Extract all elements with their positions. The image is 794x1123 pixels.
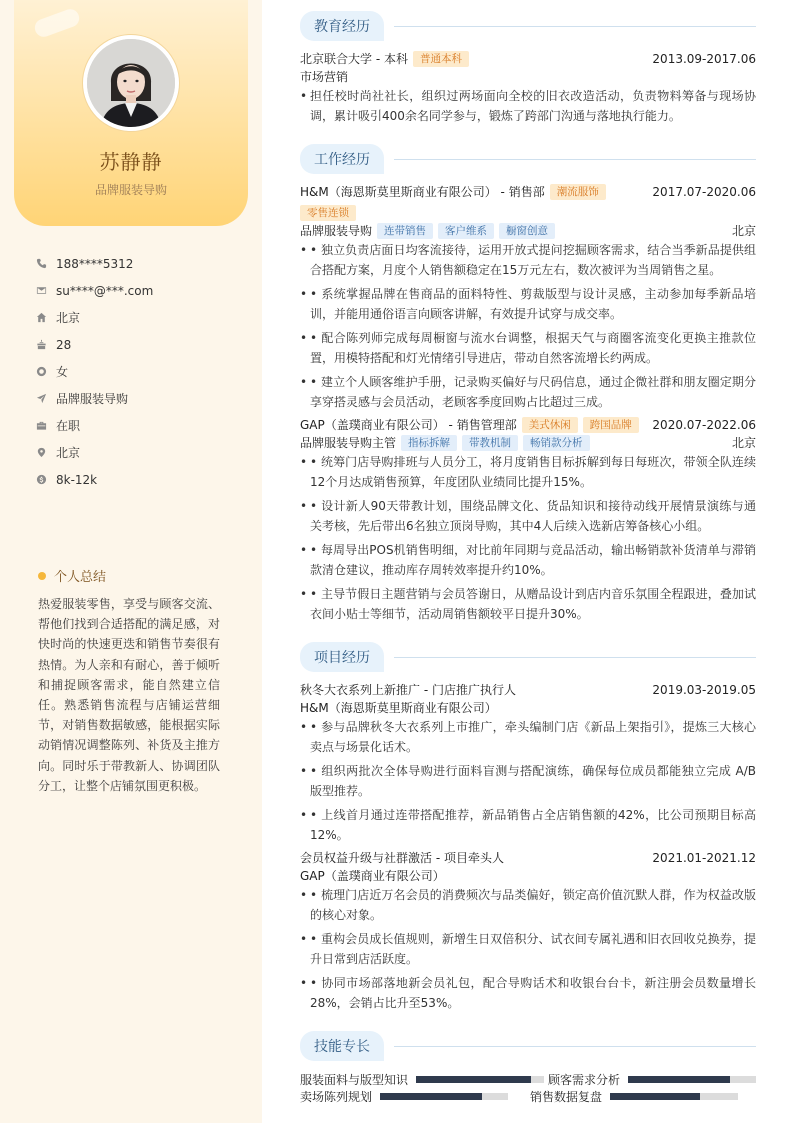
section-title: 技能专长 [300, 1031, 384, 1061]
project-org-row [300, 867, 756, 884]
section-divider [394, 159, 756, 160]
school-name: 北京联合大学 - 本科 [300, 52, 408, 66]
summary-text: 热爱服装零售，享受与顾客交流、帮他们找到合适搭配的满足感，对快时尚的快速更迭和销售节奏很有热情。为人亲和有耐心，善于倾听和捕捉顾客需求，能自然建立信任。熟悉销售流程与店铺运营细节，对销售数据敏感，能根据实际动销情况调整陈列、补货及主推方向。同时乐于带教新人、协调团队分工，让整个店铺氛围更积极。 [38, 597, 220, 793]
info-text: 北京 [56, 446, 81, 460]
project-bullet: • • 参与品牌秋冬大衣系列上市推广，牵头编制门店《新品上架指引》，提炼三大核心卖点与场景化话术。 [300, 717, 756, 757]
mail-icon [36, 284, 56, 298]
avatar-frame [83, 35, 179, 131]
skill-bar-fill [610, 1093, 700, 1100]
section-education-header [300, 11, 756, 41]
skill-bar-fill [416, 1076, 531, 1083]
section-skills-header [300, 1031, 756, 1061]
skill-tag: 带教机制 [462, 435, 518, 451]
bullet-text: • 建立个人顾客维护手册，记录购买偏好与尺码信息，通过企微社群和朋友圈定期分享穿搭灵感与会员活动，老顾客季度回购占比超过三成。 [310, 375, 756, 409]
section-divider [394, 1046, 756, 1047]
education-period: 2013.09-2017.06 [652, 51, 756, 66]
briefcase-icon [36, 419, 56, 433]
skill-name: 顾客需求分析 [548, 1072, 621, 1087]
bullet-text: • 梳理门店近万名会员的消费频次与品类偏好，锁定高价值沉默人群，作为权益改版的核心对象。 [310, 888, 756, 922]
project-name: 会员权益升级与社群激活 - 项目牵头人 [300, 851, 504, 865]
bullet-text: • 参与品牌秋冬大衣系列上市推广，牵头编制门店《新品上架指引》，提炼三大核心卖点与场景化话术。 [310, 720, 756, 754]
project-bullet: • • 梳理门店近万名会员的消费频次与品类偏好，锁定高价值沉默人群，作为权益改版的核心对象。 [300, 885, 756, 925]
sidebar [0, 0, 262, 1123]
project-header [300, 681, 756, 698]
phone-icon [36, 257, 56, 271]
bullet-text: • 上线首月通过连带搭配推荐，新品销售占全店销售额的42%，比公司预期目标高12%。 [310, 808, 756, 842]
job-header [300, 416, 756, 433]
info-text: 188****5312 [56, 256, 134, 271]
section-work-header [300, 144, 756, 174]
avatar [87, 39, 175, 127]
skill-tag: 连带销售 [377, 223, 433, 239]
job-bullet: • • 每周导出POS机销售明细，对比前年同期与竞品活动，输出畅销款补货清单与滞销款清仓建议，推动库存周转效率提升约10%。 [300, 540, 756, 580]
info-text: 北京 [56, 311, 81, 325]
money-icon [36, 473, 56, 487]
education-major-row [300, 68, 756, 85]
section-divider [394, 657, 756, 658]
section-divider [394, 26, 756, 27]
job-bullet: • • 设计新人90天带教计划，围绕品牌文化、货品知识和接待动线开展情景演练与通关考核，先后带出6名独立顶岗导购，其中4人后续入选新店筹备核心小组。 [300, 496, 756, 536]
job-city: 北京 [731, 436, 756, 450]
job-bullet: • • 独立负责店面日均客流接待，运用开放式提问挖掘顾客需求，结合当季新品提供组合搭配方案，月度个人销售额稳定在15万元左右，数次被评为当周销售之星。 [300, 240, 756, 280]
bullet-text: • 协同市场部落地新会员礼包，配合导购话术和收银台台卡，新注册会员数量增长28%，会销占比升至53%。 [310, 976, 756, 1010]
job-bullet: • • 主导节假日主题营销与会员答谢日，从赠品设计到店内音乐氛围全程跟进，叠加试衣间小贴士等细节，活动周销售额较平日提升30%。 [300, 584, 756, 624]
summary-heading [38, 566, 106, 585]
job-city: 北京 [731, 224, 756, 238]
job-bullet: • • 统筹门店导购排班与人员分工，将月度销售目标拆解到每日每班次，带领全队连续12个月达成销售预算，年度团队业绩同比提升15%。 [300, 452, 756, 492]
info-email [36, 277, 153, 304]
info-text: 品牌服装导购 [56, 392, 129, 406]
info-text: su****@***.com [56, 283, 154, 298]
skill-bar [416, 1076, 544, 1083]
bullet-text: • 统筹门店导购排班与人员分工，将月度销售目标拆解到每日每班次，带领全队连续12个月达成销售预算，年度团队业绩同比提升15%。 [310, 455, 756, 489]
info-text: 28 [56, 337, 72, 352]
job-bullet: • • 系统掌握品牌在售商品的面料特性、剪裁版型与设计灵感，主动参加每季新品培训，并能用通俗语言向顾客讲解，有效提升试穿与成交率。 [300, 284, 756, 324]
skill-bar [628, 1076, 756, 1083]
location-icon [36, 446, 56, 460]
skill-tag: 指标拆解 [401, 435, 457, 451]
info-age [36, 331, 153, 358]
info-position [36, 385, 153, 412]
skill-bar [380, 1093, 508, 1100]
project-period: 2021.01-2021.12 [652, 850, 756, 865]
bullet-text: • 独立负责店面日均客流接待，运用开放式提问挖掘顾客需求，结合当季新品提供组合搭配方案，月度个人销售额稳定在15万元左右，数次被评为当周销售之星。 [310, 243, 756, 277]
major: 市场营销 [300, 70, 349, 84]
industry-tag: 美式休闲 [522, 417, 578, 433]
project-org: GAP（盖璞商业有限公司） [300, 869, 445, 883]
job-tag-row [300, 205, 756, 221]
info-home [36, 304, 153, 331]
skill-name: 销售数据复盘 [530, 1089, 603, 1104]
info-text: 女 [56, 365, 69, 379]
candidate-title: 品牌服装导购 [94, 183, 167, 197]
project-bullet: • • 上线首月通过连带搭配推荐，新品销售占全店销售额的42%，比公司预期目标高12%。 [300, 805, 756, 845]
candidate-name: 苏静静 [99, 150, 163, 174]
project-org-row [300, 699, 756, 716]
bullet-text: • 每周导出POS机销售明细，对比前年同期与竞品活动，输出畅销款补货清单与滞销款清仓建议，推动库存周转效率提升约10%。 [310, 543, 756, 577]
project-bullet: • • 重构会员成长值规则，新增生日双倍积分、试衣间专属礼遇和旧衣回收兑换券，提升日常到店活跃度。 [300, 929, 756, 969]
gender-icon [36, 365, 56, 379]
skill-bar [610, 1093, 738, 1100]
job-role-row [300, 222, 756, 239]
project-period: 2019.03-2019.05 [652, 682, 756, 697]
skill-name: 卖场陈列规划 [300, 1089, 373, 1104]
bullet-text: • 设计新人90天带教计划，围绕品牌文化、货品知识和接待动线开展情景演练与通关考核，先后带出6名独立顶岗导购，其中4人后续入选新店筹备核心小组。 [310, 499, 756, 533]
summary-dot-icon [38, 572, 46, 580]
skill-row [300, 1088, 756, 1104]
project-bullet: • • 协同市场部落地新会员礼包，配合导购话术和收银台台卡，新注册会员数量增长28%，会销占比升至53%。 [300, 973, 756, 1013]
info-gender [36, 358, 153, 385]
job-period: 2020.07-2022.06 [652, 417, 756, 432]
cake-icon [36, 338, 56, 352]
job-header [300, 183, 756, 200]
industry-tag: 零售连锁 [300, 205, 356, 221]
info-text: 8k-12k [56, 472, 98, 487]
info-phone [36, 250, 153, 277]
bullet-text: 担任校时尚社社长，组织过两场面向全校的旧衣改造活动，负责物料筹备与现场协调，累计吸引400余名同学参与，锻炼了跨部门沟通与落地执行能力。 [310, 89, 756, 123]
info-status [36, 412, 153, 439]
summary-heading-text: 个人总结 [54, 570, 107, 585]
send-icon [36, 392, 56, 406]
job-role: 品牌服装导购 [300, 224, 373, 238]
job-period: 2017.07-2020.06 [652, 184, 756, 199]
education-entry [300, 50, 756, 67]
job-bullet: • • 建立个人顾客维护手册，记录购买偏好与尺码信息，通过企微社群和朋友圈定期分享穿搭灵感与会员活动，老顾客季度回购占比超过三成。 [300, 372, 756, 412]
section-title: 工作经历 [300, 144, 384, 174]
skill-tag: 橱窗创意 [499, 223, 555, 239]
job-role: 品牌服装导购主管 [300, 436, 397, 450]
section-projects-header [300, 642, 756, 672]
company-name: H&M（海恩斯莫里斯商业有限公司） - 销售部 [300, 185, 545, 199]
section-title: 项目经历 [300, 642, 384, 672]
skill-bar-fill [628, 1076, 730, 1083]
industry-tag: 跨国品牌 [583, 417, 639, 433]
bullet-text: • 组织两批次全体导购进行面料盲测与搭配演练，确保每位成员都能独立完成 A/B 版型推荐。 [310, 764, 756, 798]
degree-tag: 普通本科 [413, 51, 469, 67]
education-bullet: • 担任校时尚社社长，组织过两场面向全校的旧衣改造活动，负责物料筹备与现场协调，累计吸引400余名同学参与，锻炼了跨部门沟通与落地执行能力。 [300, 86, 756, 126]
industry-tag: 潮流服饰 [550, 184, 606, 200]
info-text: 在职 [56, 419, 81, 433]
bullet-text: • 配合陈列师完成每周橱窗与流水台调整，根据天气与商圈客流变化更换主推款位置，用模特搭配和灯光情绪引导进店，带动自然客流增长约两成。 [310, 331, 756, 365]
skill-row [300, 1071, 756, 1087]
avatar-portrait [87, 39, 175, 127]
job-bullet: • • 配合陈列师完成每周橱窗与流水台调整，根据天气与商圈客流变化更换主推款位置，用模特搭配和灯光情绪引导进店，带动自然客流增长约两成。 [300, 328, 756, 368]
skill-tag: 畅销款分析 [523, 435, 590, 451]
bullet-text: • 主导节假日主题营销与会员答谢日，从赠品设计到店内音乐氛围全程跟进，叠加试衣间小贴士等细节，活动周销售额较平日提升30%。 [310, 587, 756, 621]
job-role-row [300, 434, 756, 451]
skill-bar-fill [380, 1093, 482, 1100]
project-org: H&M（海恩斯莫里斯商业有限公司） [300, 701, 497, 715]
section-title: 教育经历 [300, 11, 384, 41]
project-bullet: • • 组织两批次全体导购进行面料盲测与搭配演练，确保每位成员都能独立完成 A/B 版型推荐。 [300, 761, 756, 801]
project-header [300, 849, 756, 866]
info-city [36, 439, 153, 466]
bullet-text: • 系统掌握品牌在售商品的面料特性、剪裁版型与设计灵感，主动参加每季新品培训，并能用通俗语言向顾客讲解，有效提升试穿与成交率。 [310, 287, 756, 321]
bullet-text: • 重构会员成长值规则，新增生日双倍积分、试衣间专属礼遇和旧衣回收兑换券，提升日常到店活跃度。 [310, 932, 756, 966]
info-salary [36, 466, 153, 493]
contact-info-list [36, 250, 153, 493]
home-icon [36, 311, 56, 325]
skill-name: 服装面料与版型知识 [300, 1072, 409, 1087]
company-name: GAP（盖璞商业有限公司） - 销售管理部 [300, 418, 517, 432]
skill-tag: 客户维系 [438, 223, 494, 239]
project-name: 秋冬大衣系列上新推广 - 门店推广执行人 [300, 683, 516, 697]
